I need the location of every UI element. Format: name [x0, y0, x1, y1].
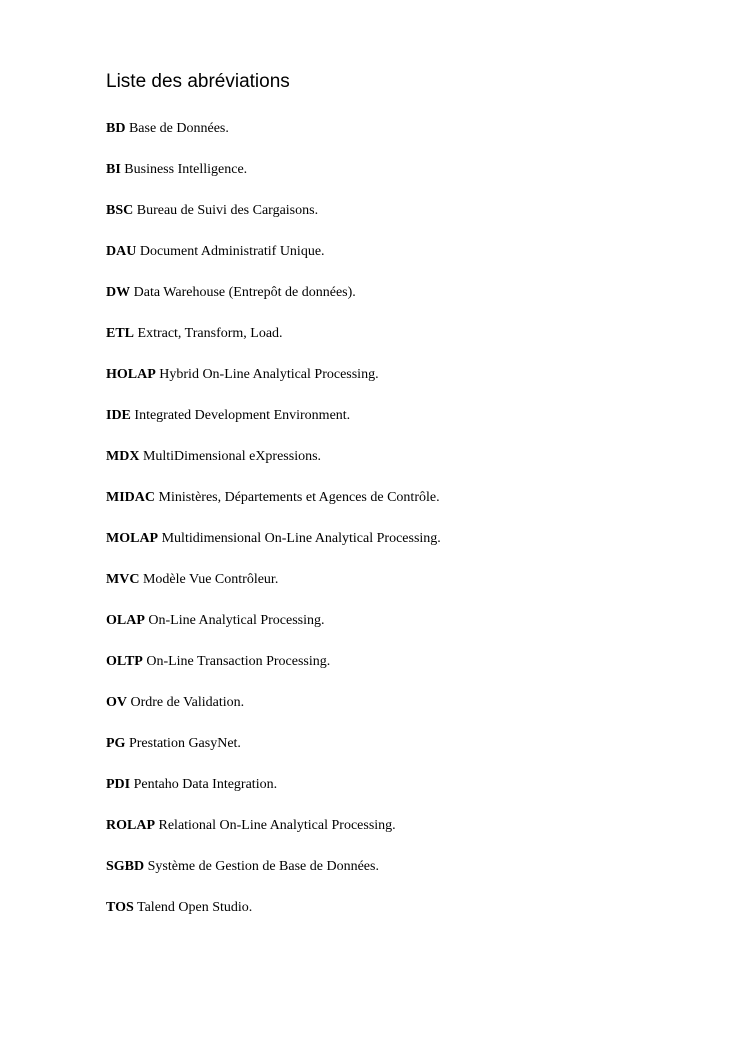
abbreviation-entry-ov [106, 693, 441, 734]
abbreviation-definition: Hybrid On-Line Analytical Processing. [159, 367, 379, 382]
abbreviation-definition: MultiDimensional eXpressions. [142, 449, 322, 464]
abbreviation-code: OLTP [106, 654, 143, 669]
abbreviation-code: ROLAP [106, 818, 155, 833]
abbreviation-code: BD [106, 121, 126, 136]
abbreviation-code: MVC [106, 572, 140, 587]
abbreviation-code: SGBD [106, 859, 145, 874]
abbreviation-entry-etl [106, 324, 441, 365]
abbreviation-definition: On-Line Analytical Processing. [148, 613, 325, 628]
abbreviation-definition: Prestation GasyNet. [128, 736, 241, 751]
abbreviation-entry-rolap [106, 816, 441, 857]
abbreviation-definition: Multidimensional On-Line Analytical Processing. [161, 531, 441, 546]
abbreviation-code: IDE [106, 408, 131, 423]
abbreviation-definition: Integrated Development Environment. [134, 408, 351, 423]
abbreviation-code: DW [106, 285, 131, 300]
abbreviation-code: OLAP [106, 613, 145, 628]
abbreviation-definition: Document Administratif Unique. [139, 244, 325, 259]
abbreviation-definition: Extract, Transform, Load. [137, 326, 283, 341]
abbreviation-entry-ide [106, 406, 441, 447]
abbreviation-entry-bsc [106, 201, 441, 242]
abbreviation-code: MOLAP [106, 531, 159, 546]
abbreviation-code: PDI [106, 777, 131, 792]
abbreviation-code: BSC [106, 203, 134, 218]
abbreviation-definition: Ministères, Départements et Agences de Contrôle. [158, 490, 440, 505]
abbreviation-definition: Business Intelligence. [124, 162, 248, 177]
abbreviation-entry-holap [106, 365, 441, 406]
abbreviation-entry-olap [106, 611, 441, 652]
abbreviation-code: MDX [106, 449, 140, 464]
abbreviation-entry-oltp [106, 652, 441, 693]
abbreviation-entry-midac [106, 488, 441, 529]
abbreviation-definition: Data Warehouse (Entrepôt de données). [133, 285, 356, 300]
abbreviation-entry-sgbd [106, 857, 441, 898]
abbreviation-entry-dw [106, 283, 441, 324]
abbreviation-definition: Modèle Vue Contrôleur. [142, 572, 279, 587]
abbreviation-definition: Base de Données. [128, 121, 229, 136]
abbreviation-code: TOS [106, 900, 134, 915]
abbreviation-entry-mvc [106, 570, 441, 611]
abbreviation-definition: Système de Gestion de Base de Données. [147, 859, 379, 874]
abbreviation-entry-pdi [106, 775, 441, 816]
abbreviation-code: ETL [106, 326, 135, 341]
abbreviation-code: BI [106, 162, 121, 177]
abbreviation-definition: Ordre de Validation. [130, 695, 245, 710]
abbreviation-definition: Relational On-Line Analytical Processing. [158, 818, 396, 833]
abbreviation-code: OV [106, 695, 127, 710]
abbreviation-definition: Pentaho Data Integration. [133, 777, 278, 792]
abbreviation-entry-pg [106, 734, 441, 775]
abbreviation-entry-tos [106, 898, 441, 939]
abbreviation-list [106, 119, 441, 939]
abbreviation-entry-dau [106, 242, 441, 283]
abbreviation-code: MIDAC [106, 490, 155, 505]
abbreviation-definition: Bureau de Suivi des Cargaisons. [136, 203, 319, 218]
abbreviation-entry-bd [106, 119, 441, 160]
abbreviation-code: DAU [106, 244, 137, 259]
abbreviation-definition: On-Line Transaction Processing. [146, 654, 331, 669]
abbreviation-entry-molap [106, 529, 441, 570]
abbreviation-definition: Talend Open Studio. [137, 900, 253, 915]
page-title: Liste des abréviations [106, 71, 290, 92]
abbreviation-entry-mdx [106, 447, 441, 488]
abbreviation-code: PG [106, 736, 126, 751]
abbreviation-entry-bi [106, 160, 441, 201]
abbreviation-code: HOLAP [106, 367, 156, 382]
